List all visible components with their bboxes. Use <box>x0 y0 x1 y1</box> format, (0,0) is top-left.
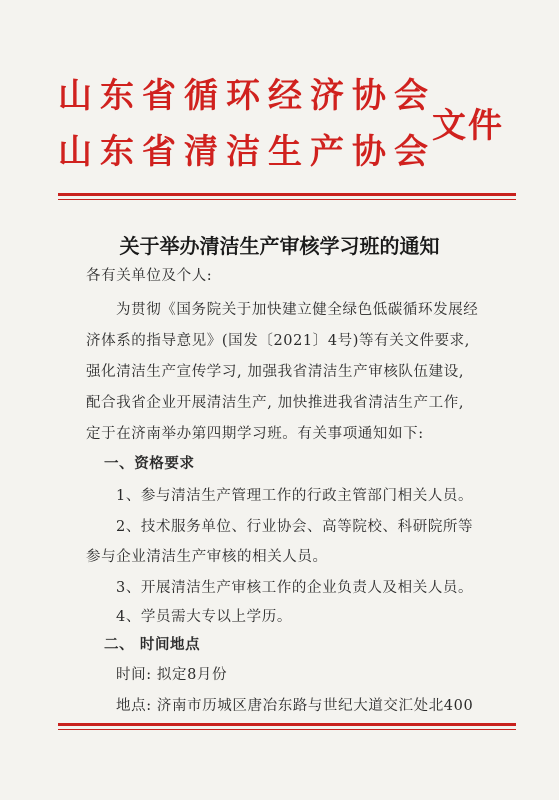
section-2-time: 时间: 拟定8月份 <box>116 667 228 683</box>
section-2-place: 地点: 济南市历城区唐冶东路与世纪大道交汇处北400 <box>116 698 474 714</box>
header-rule-thick <box>58 193 516 196</box>
section-1-item: 3、开展清洁生产审核工作的企业负责人及相关人员。 <box>116 580 474 596</box>
intro-line: 配合我省企业开展清洁生产, 加快推进我省清洁生产工作, <box>86 395 465 411</box>
salutation: 各有关单位及个人: <box>86 268 213 284</box>
footer-rule-thin <box>58 729 516 730</box>
intro-line: 济体系的指导意见》(国发〔2021〕4号)等有关文件要求, <box>86 333 470 349</box>
intro-line: 为贯彻《国务院关于加快建立健全绿色低碳循环发展经 <box>116 302 479 318</box>
section-1-item: 2、技术服务单位、行业协会、高等院校、科研院所等 <box>116 519 474 535</box>
section-1-item: 4、学员需大专以上学历。 <box>116 609 292 625</box>
intro-line: 定于在济南举办第四期学习班。有关事项通知如下: <box>86 426 424 442</box>
header-document-suffix: 文件 <box>432 106 504 146</box>
section-2-heading: 二、 时间地点 <box>104 636 201 653</box>
section-1-item: 1、参与清洁生产管理工作的行政主管部门相关人员。 <box>116 488 474 504</box>
header-org-1: 山东省循环经济协会 <box>58 76 436 116</box>
header-org-2: 山东省清洁生产协会 <box>58 132 436 172</box>
header-rule-thin <box>58 199 516 200</box>
footer-rule-thick <box>58 723 516 726</box>
section-1-heading: 一、资格要求 <box>104 455 195 472</box>
intro-line: 强化清洁生产宣传学习, 加强我省清洁生产审核队伍建设, <box>86 364 465 380</box>
notice-title: 关于举办清洁生产审核学习班的通知 <box>119 234 440 258</box>
section-1-item: 参与企业清洁生产审核的相关人员。 <box>86 549 328 565</box>
